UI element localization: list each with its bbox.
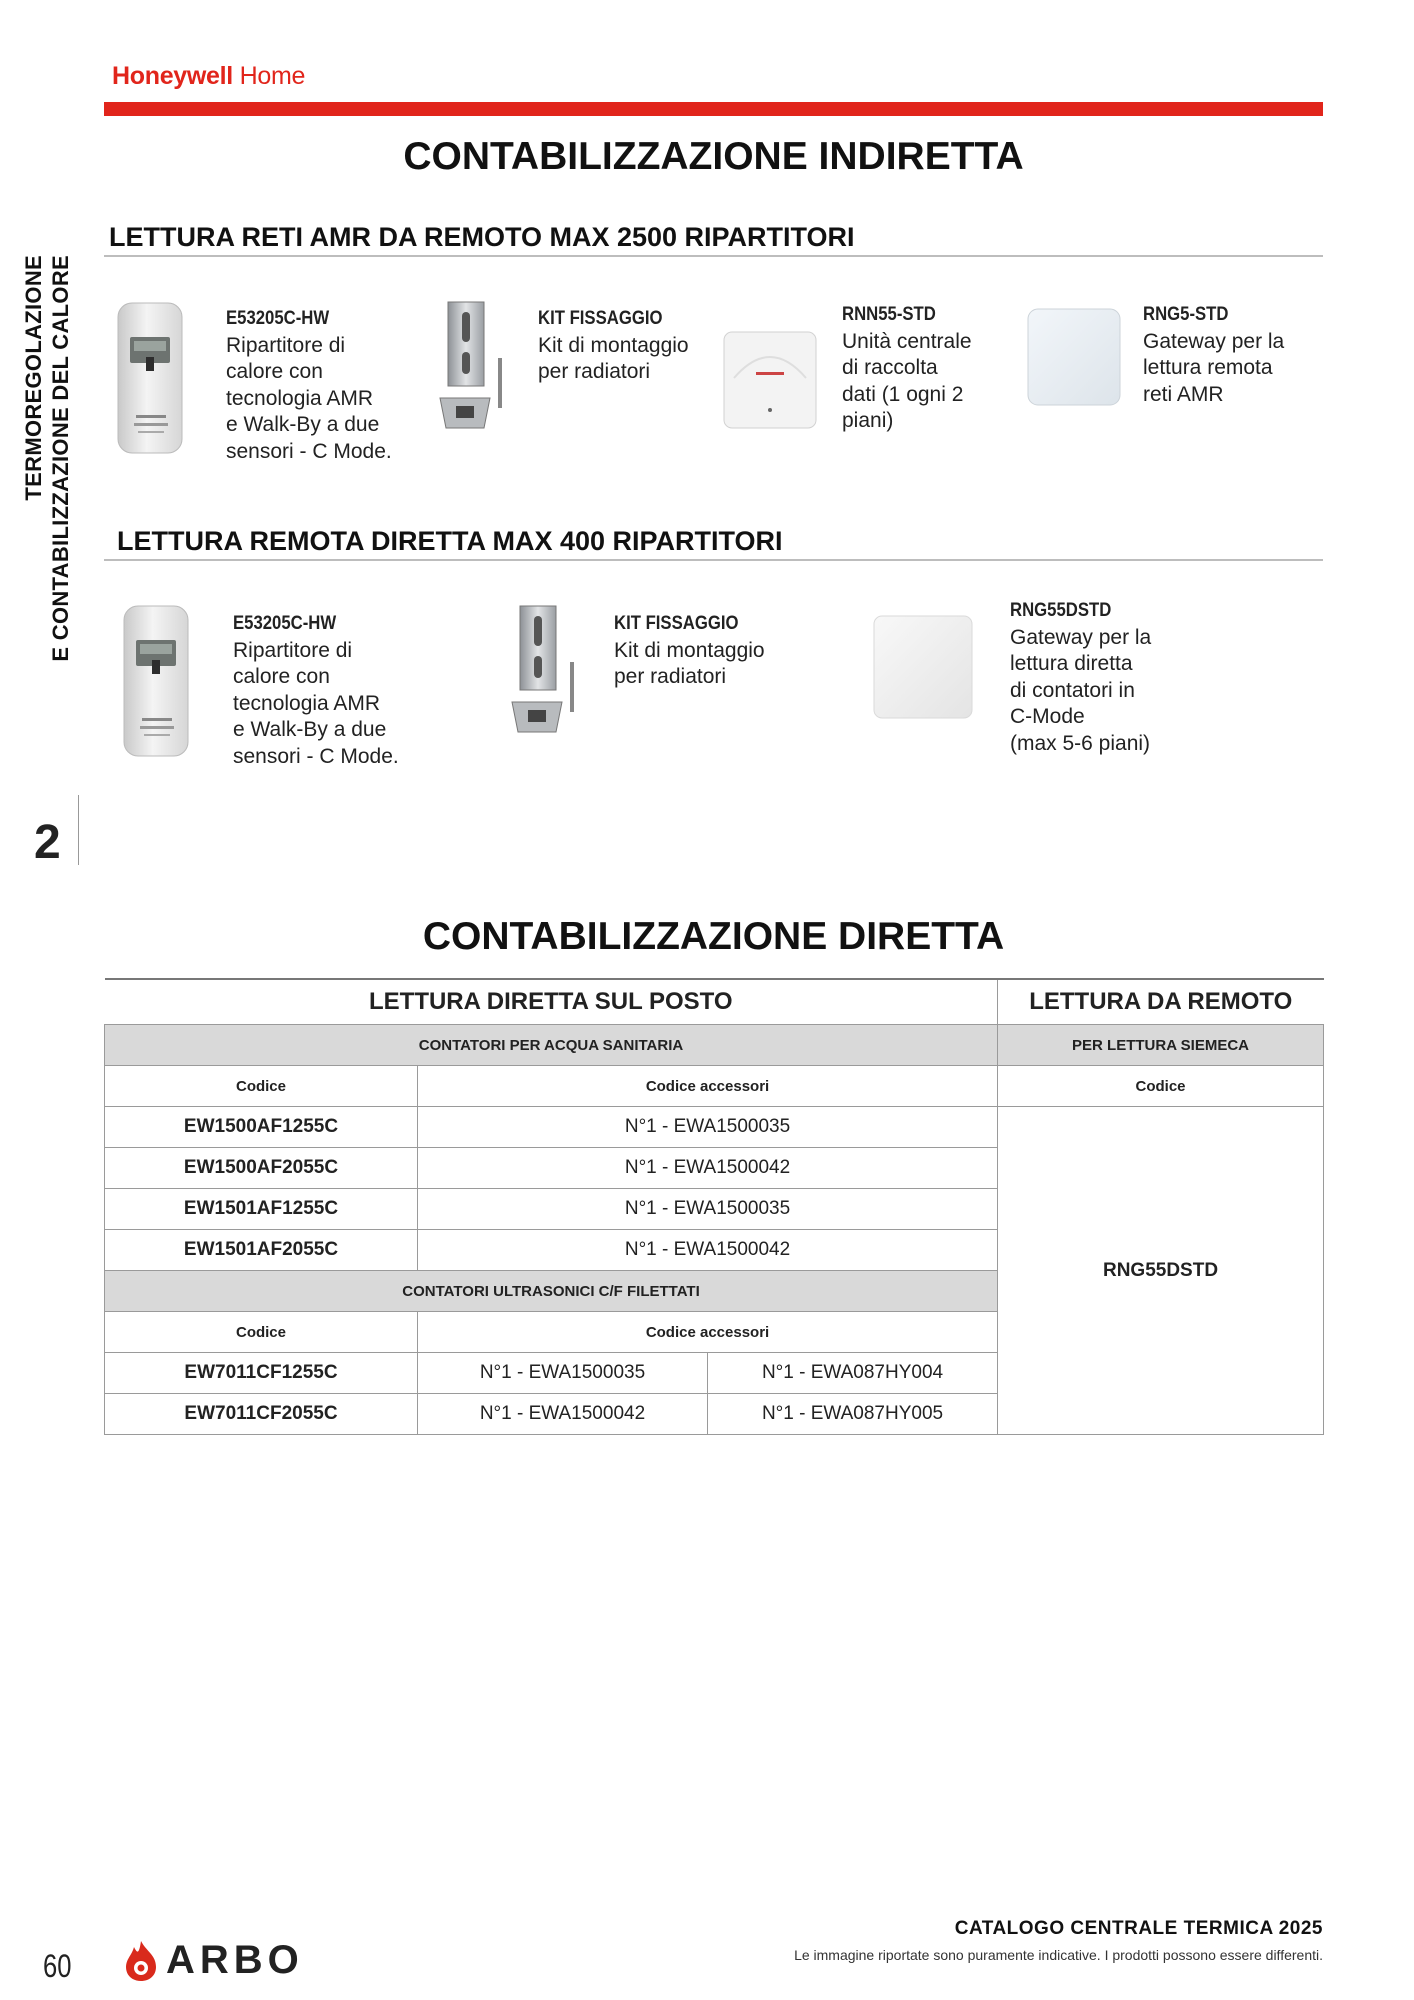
col-header-codice: Codice (105, 1312, 418, 1353)
row-accessory: N°1 - EWA1500042 (418, 1148, 998, 1189)
logo-wordmark: ARBO (166, 1938, 304, 1982)
product-desc-line: piani) (842, 409, 894, 432)
siemeca-group-header: PER LETTURA SIEMECA (998, 1025, 1324, 1066)
product-e53205c-amr (226, 306, 392, 465)
product-code: RNG55DSTD (1010, 600, 1112, 621)
gateway-cmode-image (870, 612, 976, 722)
product-code: RNG5-STD (1143, 304, 1229, 325)
product-code: KIT FISSAGGIO (614, 613, 739, 634)
row-code: EW1500AF1255C (105, 1107, 418, 1148)
product-desc-line: tecnologia AMR (233, 691, 381, 715)
product-desc-line: calore con (226, 360, 323, 383)
gateway-amr-image (1024, 305, 1124, 409)
product-desc-line: Unità centrale (842, 329, 972, 353)
arbo-logo (122, 1938, 304, 1983)
brand-light: Home (239, 62, 306, 90)
diretta-table (104, 978, 1324, 1435)
product-e53205c-remota (233, 611, 399, 770)
subheading-amr: LETTURA RETI AMR DA REMOTO MAX 2500 RIPARTITORI (109, 222, 855, 252)
product-desc-line: sensori - C Mode. (233, 744, 399, 768)
catalog-title: CATALOGO CENTRALE TERMICA 2025 (954, 1918, 1323, 1939)
col-header-codice-remote: Codice (998, 1066, 1324, 1107)
product-desc-line: Ripartitore di (226, 333, 346, 357)
product-desc-line: per radiatori (538, 360, 651, 383)
row-accessory: N°1 - EWA1500035 (418, 1107, 998, 1148)
product-desc-line: e Walk-By a due (233, 718, 387, 741)
product-desc-line: Gateway per la (1010, 625, 1152, 649)
ultra-group-header: CONTATORI ULTRASONICI C/F FILETTATI (105, 1271, 998, 1312)
row-code: EW7011CF2055C (105, 1394, 418, 1435)
mounting-kit-image (510, 602, 588, 742)
chapter-title-vertical (20, 255, 82, 795)
central-unit-image (720, 328, 820, 432)
product-desc-line: e Walk-By a due (226, 413, 380, 436)
mounting-kit-image (438, 298, 516, 438)
subheading-remota-rule (104, 559, 1323, 561)
section-title-indiretta: CONTABILIZZAZIONE INDIRETTA (403, 135, 1024, 178)
header-red-bar (104, 102, 1323, 116)
product-desc-line: per radiatori (614, 665, 727, 688)
product-code: RNN55-STD (842, 304, 936, 325)
row-accessory: N°1 - EWA087HY004 (708, 1353, 998, 1394)
flame-icon (122, 1939, 160, 1983)
product-desc-line: di contatori in (1010, 678, 1135, 702)
product-code: E53205C-HW (233, 613, 337, 634)
product-desc-line: tecnologia AMR (226, 386, 374, 410)
product-rnn55-std (842, 302, 972, 435)
product-desc-line: dati (1 ogni 2 (842, 382, 964, 406)
row-accessory: N°1 - EWA1500042 (418, 1230, 998, 1271)
product-desc-line: lettura diretta (1010, 652, 1133, 675)
page-number: 60 (43, 1948, 72, 1984)
product-kit-amr (538, 306, 689, 386)
product-desc-line: reti AMR (1143, 382, 1224, 406)
product-desc-line: Gateway per la (1143, 329, 1285, 353)
product-code: KIT FISSAGGIO (538, 308, 663, 329)
row-accessory: N°1 - EWA1500035 (418, 1353, 708, 1394)
col-header-codice: Codice (105, 1066, 418, 1107)
subheading-remota: LETTURA REMOTA DIRETTA MAX 400 RIPARTITORI (117, 526, 783, 556)
row-code: EW1501AF2055C (105, 1230, 418, 1271)
row-accessory: N°1 - EWA1500035 (418, 1189, 998, 1230)
product-code: E53205C-HW (226, 308, 330, 329)
right-header: LETTURA DA REMOTO (998, 979, 1324, 1025)
product-desc-line: calore con (233, 665, 330, 688)
product-desc-line: C-Mode (1010, 705, 1085, 728)
product-desc-line: Ripartitore di (233, 638, 353, 662)
col-header-accessori: Codice accessori (418, 1066, 998, 1107)
acqua-group-header: CONTATORI PER ACQUA SANITARIA (105, 1025, 998, 1066)
product-rng5-std (1143, 302, 1284, 408)
subheading-amr-rule (104, 255, 1323, 257)
product-desc-line: lettura remota (1143, 356, 1273, 379)
heat-cost-allocator-image (118, 598, 196, 763)
product-desc-line: Kit di montaggio (538, 333, 689, 357)
product-desc-line: di raccolta (842, 356, 938, 379)
remote-code: RNG55DSTD (998, 1107, 1324, 1435)
table-row (105, 1107, 1324, 1148)
chapter-divider (78, 795, 79, 865)
honeywell-home-logo (112, 62, 305, 91)
row-code: EW1500AF2055C (105, 1148, 418, 1189)
product-desc-line: Kit di montaggio (614, 638, 765, 662)
product-kit-remota (614, 611, 765, 691)
row-accessory: N°1 - EWA1500042 (418, 1394, 708, 1435)
product-rng55dstd (1010, 598, 1151, 757)
chapter-side-tab (20, 255, 82, 869)
chapter-title-line2: E CONTABILIZZAZIONE DEL CALORE (48, 255, 73, 662)
row-code: EW7011CF1255C (105, 1353, 418, 1394)
left-header: LETTURA DIRETTA SUL POSTO (105, 979, 998, 1025)
product-desc-line: (max 5-6 piani) (1010, 731, 1151, 755)
product-desc-line: sensori - C Mode. (226, 439, 392, 463)
disclaimer: Le immagine riportate sono puramente indicative. I prodotti possono essere differenti. (794, 1947, 1323, 1963)
col-header-accessori: Codice accessori (418, 1312, 998, 1353)
section-title-diretta: CONTABILIZZAZIONE DIRETTA (422, 915, 1005, 958)
chapter-number: 2 (34, 816, 61, 869)
row-accessory: N°1 - EWA087HY005 (708, 1394, 998, 1435)
heat-cost-allocator-image (112, 295, 190, 460)
brand-bold: Honeywell (112, 62, 233, 90)
row-code: EW1501AF1255C (105, 1189, 418, 1230)
chapter-title-line1: TERMOREGOLAZIONE (21, 255, 46, 501)
